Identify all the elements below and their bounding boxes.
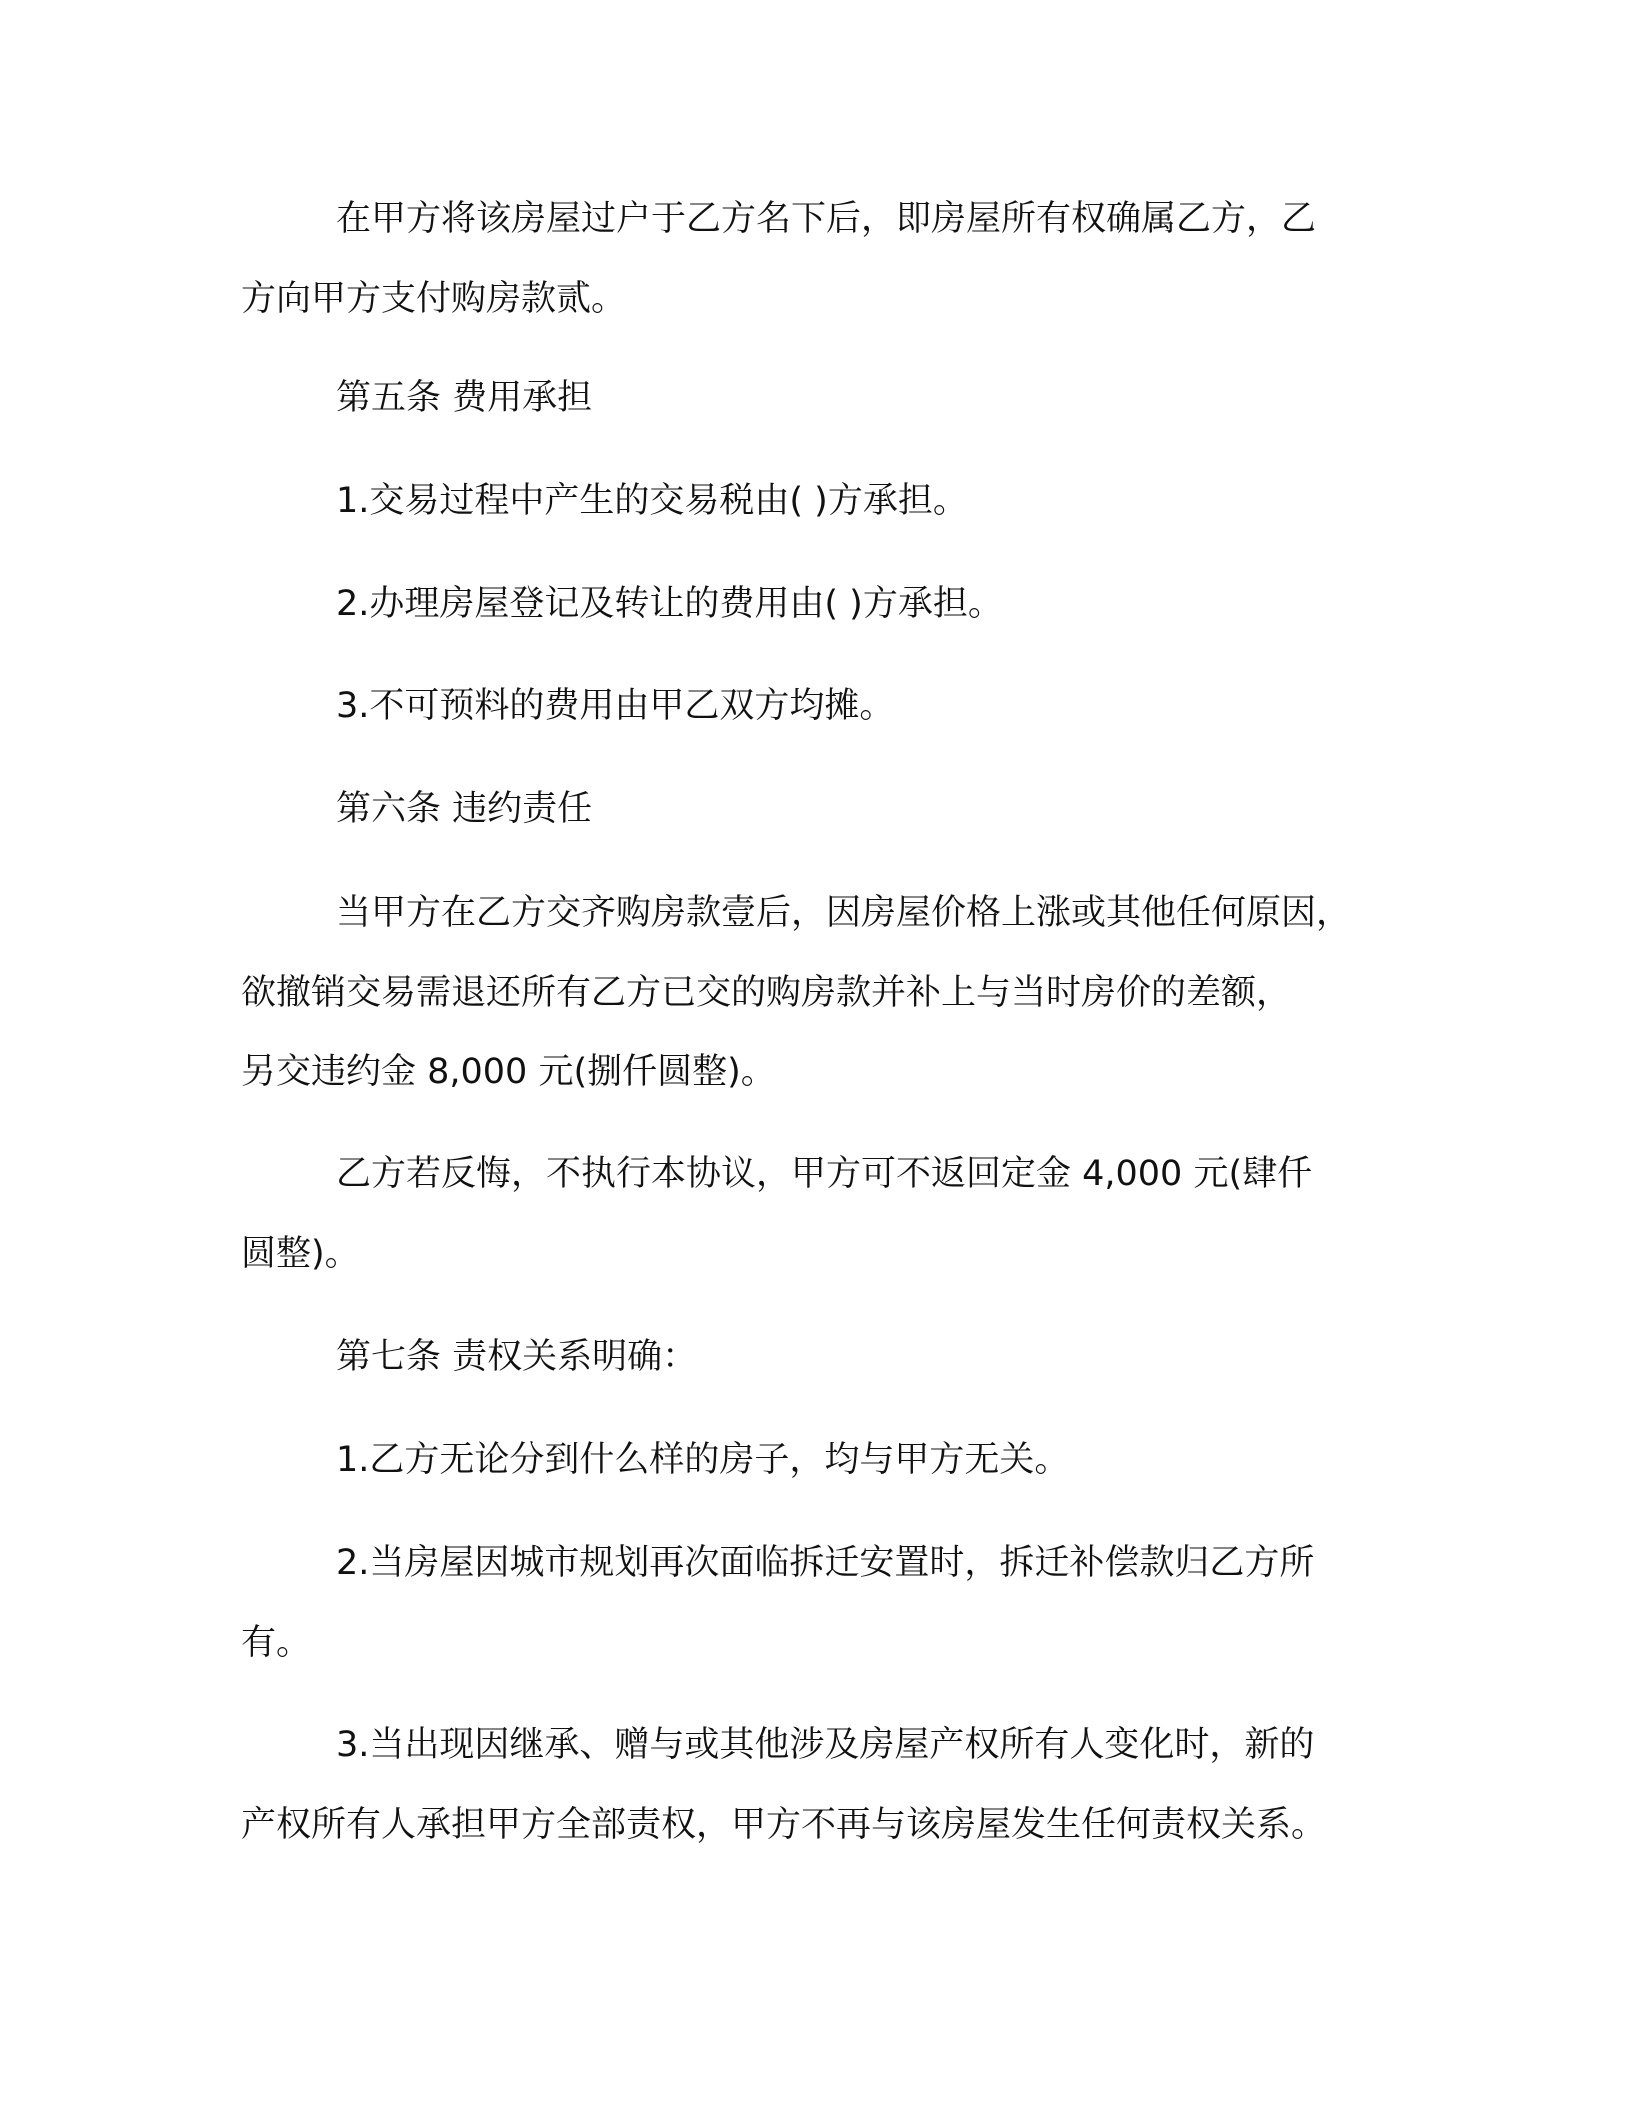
paragraph-line: 3.当出现因继承、赠与或其他涉及房屋产权所有人变化时，新的 <box>336 1725 1315 1765</box>
paragraph-line: 1.乙方无论分到什么样的房子，均与甲方无关。 <box>336 1440 1070 1480</box>
paragraph-line: 2.办理房屋登记及转让的费用由( )方承担。 <box>336 584 1003 624</box>
paragraph-line: 产权所有人承担甲方全部责权，甲方不再与该房屋发生任何责权关系。 <box>241 1805 1327 1845</box>
section-heading: 第七条 责权关系明确： <box>336 1337 698 1377</box>
paragraph-line: 欲撤销交易需退还所有乙方已交的购房款并补上与当时房价的差额， <box>241 973 1292 1013</box>
paragraph-line: 1.交易过程中产生的交易税由( )方承担。 <box>336 481 968 521</box>
section-heading: 第六条 违约责任 <box>336 789 593 829</box>
section-heading: 第五条 费用承担 <box>336 378 593 418</box>
paragraph-line: 另交违约金 8,000 元(捌仟圆整)。 <box>241 1052 776 1092</box>
paragraph-line: 方向甲方支付购房款贰。 <box>241 279 627 319</box>
paragraph-line: 圆整)。 <box>241 1234 360 1274</box>
paragraph-line: 有。 <box>241 1623 312 1663</box>
paragraph-line: 当甲方在乙方交齐购房款壹后，因房屋价格上涨或其他任何原因， <box>336 893 1352 933</box>
paragraph-line: 在甲方将该房屋过户于乙方名下后，即房屋所有权确属乙方，乙 <box>336 199 1317 239</box>
paragraph-line: 乙方若反悔，不执行本协议，甲方可不返回定金 4,000 元(肆仟 <box>336 1154 1313 1194</box>
paragraph-line: 2.当房屋因城市规划再次面临拆迁安置时，拆迁补偿款归乙方所 <box>336 1543 1315 1583</box>
paragraph-line: 3.不可预料的费用由甲乙双方均摊。 <box>336 686 895 726</box>
